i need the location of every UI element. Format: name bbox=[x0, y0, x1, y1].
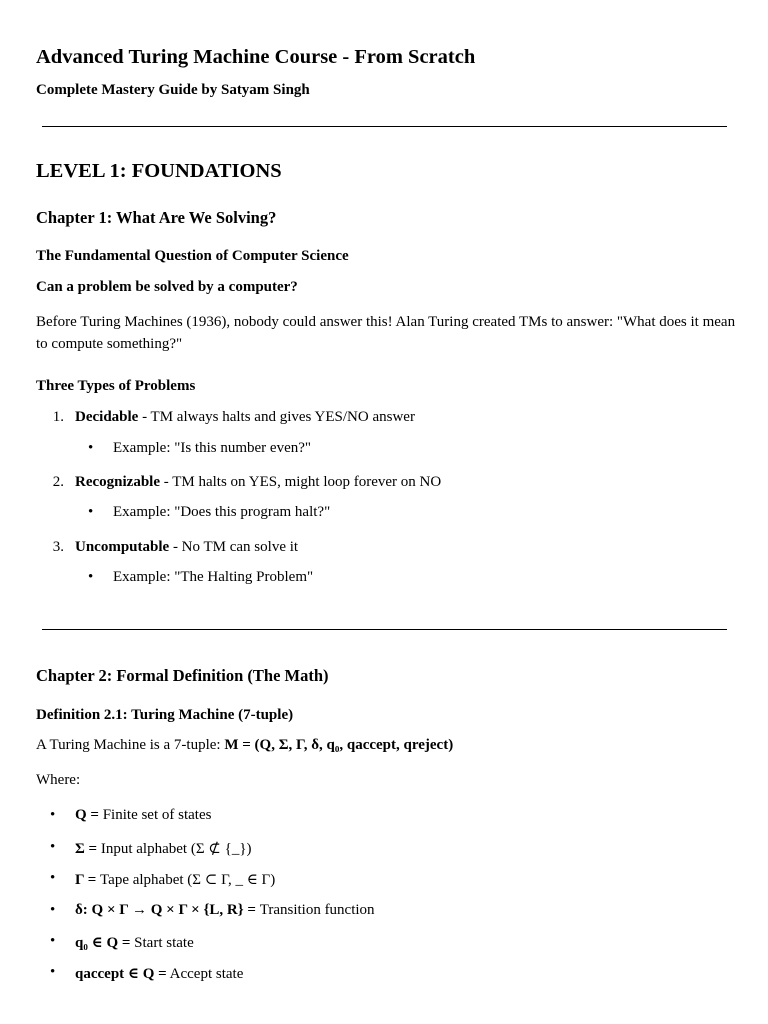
term-description: Start state bbox=[130, 935, 194, 951]
bullet-icon: • bbox=[50, 964, 56, 980]
term-description: Tape alphabet (Σ ⊂ Γ, _ ∈ Γ) bbox=[96, 872, 276, 888]
term-label: Σ = bbox=[75, 841, 98, 857]
term-label: qaccept ∈ Q = bbox=[75, 966, 167, 982]
term-description: Accept state bbox=[166, 966, 244, 982]
tuple-sentence bbox=[36, 737, 453, 754]
term-label: Q = bbox=[75, 807, 99, 823]
question-heading: Can a problem be solved by a computer? bbox=[36, 279, 298, 295]
example-text: Example: "The Halting Problem" bbox=[113, 569, 314, 585]
definition-heading: Definition 2.1: Turing Machine (7-tuple) bbox=[36, 707, 294, 723]
problem-types-heading: Three Types of Problems bbox=[36, 378, 196, 394]
page-subtitle: Complete Mastery Guide by Satyam Singh bbox=[36, 82, 310, 98]
term-description: - TM halts on YES, might loop forever on NO bbox=[159, 474, 442, 490]
bullet-icon: • bbox=[88, 569, 94, 585]
term-description: - TM always halts and gives YES/NO answer bbox=[138, 409, 415, 425]
tuple-formula: M = (Q, Σ, Γ, δ, q₀, qaccept, qreject) bbox=[224, 737, 454, 753]
list-number: 3. bbox=[52, 539, 64, 555]
term-label: Γ = bbox=[75, 872, 97, 888]
term-label: Recognizable bbox=[75, 474, 160, 490]
bullet-icon: • bbox=[50, 807, 56, 823]
tuple-intro: A Turing Machine is a 7-tuple: bbox=[36, 737, 225, 753]
bullet-icon: • bbox=[88, 440, 94, 456]
bullet-icon: • bbox=[50, 839, 56, 855]
term-description: Finite set of states bbox=[98, 807, 212, 823]
section-heading: The Fundamental Question of Computer Science bbox=[36, 248, 349, 264]
bullet-icon: • bbox=[50, 902, 56, 918]
divider bbox=[42, 126, 727, 127]
bullet-icon: • bbox=[50, 933, 56, 949]
term-label: Decidable bbox=[75, 409, 139, 425]
term-description: Input alphabet (Σ ⊄ {_}) bbox=[97, 841, 252, 857]
level-heading: LEVEL 1: FOUNDATIONS bbox=[36, 160, 282, 182]
intro-paragraph: Before Turing Machines (1936), nobody could answer this! Alan Turing created TMs to answer: "What does it mean to compute something?" bbox=[36, 314, 736, 352]
term-label: δ: Q × Γ → Q × Γ × {L, R} = bbox=[75, 902, 256, 918]
list-number: 2. bbox=[52, 474, 64, 490]
term-label: q₀ ∈ Q = bbox=[75, 935, 131, 951]
bullet-icon: • bbox=[50, 870, 56, 886]
term-description: - No TM can solve it bbox=[169, 539, 299, 555]
term-description: Transition function bbox=[255, 902, 375, 918]
example-text: Example: "Is this number even?" bbox=[113, 440, 312, 456]
term-label: Uncomputable bbox=[75, 539, 170, 555]
list-number: 1. bbox=[52, 409, 64, 425]
chapter-heading: Chapter 1: What Are We Solving? bbox=[36, 208, 277, 227]
bullet-icon: • bbox=[88, 504, 94, 520]
divider bbox=[42, 629, 727, 630]
where-label: Where: bbox=[36, 772, 81, 788]
example-text: Example: "Does this program halt?" bbox=[113, 504, 331, 520]
page-title: Advanced Turing Machine Course - From Scratch bbox=[36, 46, 476, 68]
chapter-heading: Chapter 2: Formal Definition (The Math) bbox=[36, 666, 329, 685]
